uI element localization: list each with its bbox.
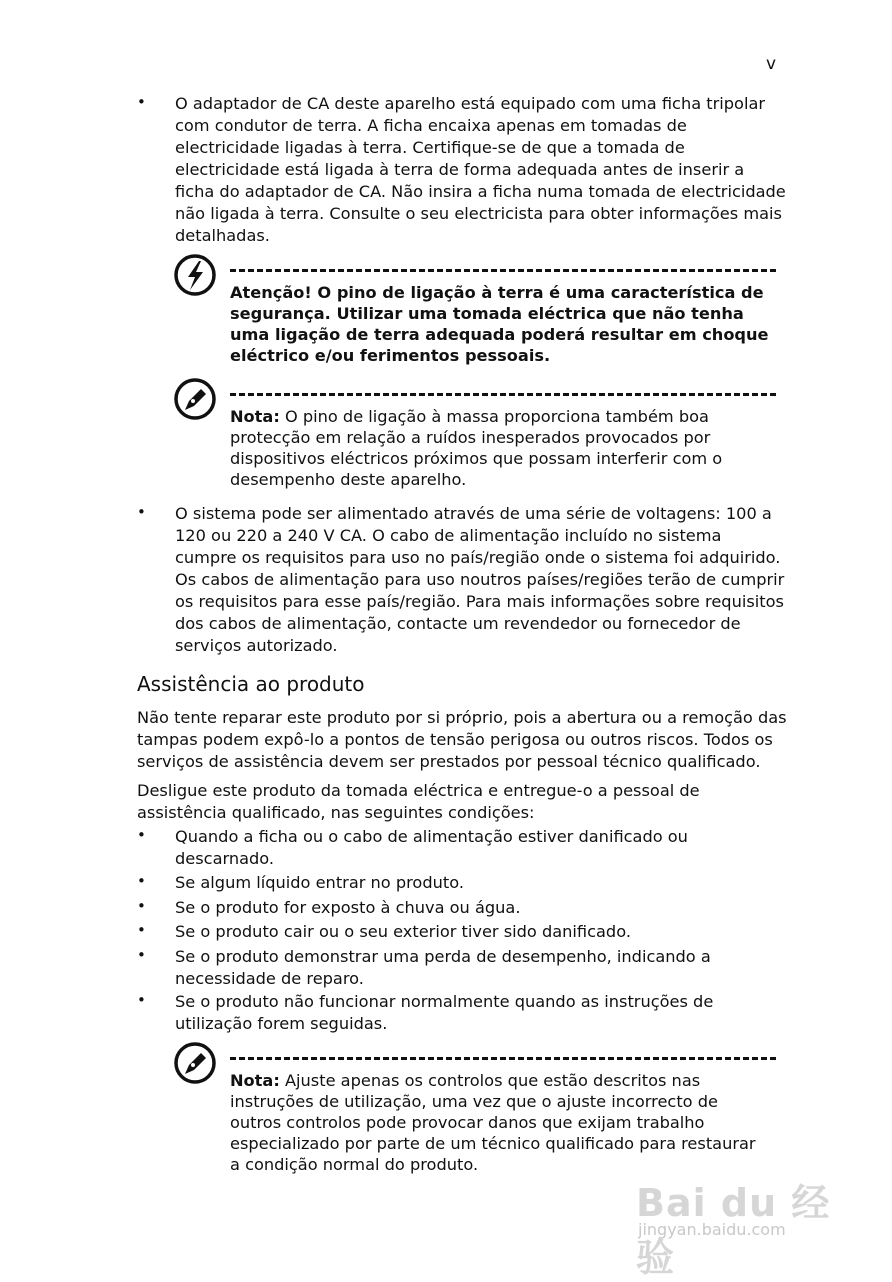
bullet-icon: • [137,826,146,844]
list-item-text: Se o produto cair ou o seu exterior tiver sido danificado. [175,922,631,941]
bullet-icon: • [137,897,146,915]
bullet-icon: • [137,503,146,521]
pen-note-icon [172,1040,218,1086]
list-item-text: Quando a ficha ou o cabo de alimentação estiver danificado ou descarnado. [175,827,688,868]
watermark [628,1172,858,1280]
note-body: Ajuste apenas os controlos que estão descritos nas instruções de utilização, uma vez que o ajuste incorrecto de outros controlos pode provocar danos que exijam trabalho especializado por parte de um técnico qualificado para restaurar a condição normal do produto. [230,1071,756,1174]
list-item [137,503,787,657]
list-item-text: Se algum líquido entrar no produto. [175,873,464,892]
bullet-icon: • [137,946,146,964]
note-body: O pino de ligação à massa proporciona também boa protecção em relação a ruídos inesperados provocados por dispositivos eléctricos próximos que possam interferir com o desempenho deste aparelho. [230,407,723,489]
note-text [230,406,770,490]
pen-note-icon [172,376,218,422]
callout-divider [230,269,776,272]
watermark-url: jingyan.baidu.com [638,1220,786,1239]
list-item-text: Se o produto não funcionar normalmente quando as instruções de utilização forem seguidas. [175,992,714,1033]
paragraph: Desligue este produto da tomada eléctrica e entregue-o a pessoal de assistência qualificado, nas seguintes condições: [137,781,700,822]
list-item [137,946,787,990]
bullet-icon: • [137,872,146,890]
list-item [137,826,787,870]
note-text [230,1070,770,1175]
bullet-icon: • [137,991,146,1009]
page-number: v [766,54,777,74]
list-item [137,872,787,894]
note-label: Nota: [230,407,280,426]
list-item [137,897,787,919]
callout-divider [230,1057,776,1060]
list-item [137,93,787,247]
bullet-icon: • [137,921,146,939]
list-item [137,991,787,1035]
lightning-warning-icon [172,252,218,298]
bullet-icon: • [137,93,146,111]
list-item-text: Se o produto for exposto à chuva ou água. [175,898,521,917]
list-item [137,921,787,943]
list-item-text: O adaptador de CA deste aparelho está equipado com uma ficha tripolar com condutor de terra. A ficha encaixa apenas em tomadas de electricidade ligadas à terra. Certifique-se de que a tomada de electricidade está ligada à terra de forma adequada antes de inserir a ficha do adaptador de CA. Não insira a ficha numa tomada de electricidade não ligada à terra. Consulte o seu electricista para obter informações mais detalhadas. [175,94,786,245]
list-item-text: Se o produto demonstrar uma perda de desempenho, indicando a necessidade de reparo. [175,947,711,988]
callout-divider [230,393,776,396]
paragraph: Não tente reparar este produto por si próprio, pois a abertura ou a remoção das tampas podem expô-lo a pontos de tensão perigosa ou outros riscos. Todos os serviços de assistência devem ser prestados por pessoal técnico qualificado. [137,708,787,771]
list-item-text: O sistema pode ser alimentado através de uma série de voltagens: 100 a 120 ou 220 a 240 V CA. O cabo de alimentação incluído no sistema cumpre os requisitos para uso no país/região onde o sistema foi adquirido. Os cabos de alimentação para uso noutros países/regiões terão de cumprir os requisitos para esse país/região. Para mais informações sobre requisitos dos cabos de alimentação, contacte um revendedor ou fornecedor de serviços autorizado. [175,504,785,655]
watermark-logo: Bai du 经验 [636,1181,831,1280]
note-label: Nota: [230,1071,280,1090]
warning-text: Atenção! O pino de ligação à terra é uma característica de segurança. Utilizar uma tomada eléctrica que não tenha uma ligação de terra adequada poderá resultar em choque eléctrico e/ou ferimentos pessoais. [230,283,769,365]
section-heading: Assistência ao produto [137,672,365,696]
